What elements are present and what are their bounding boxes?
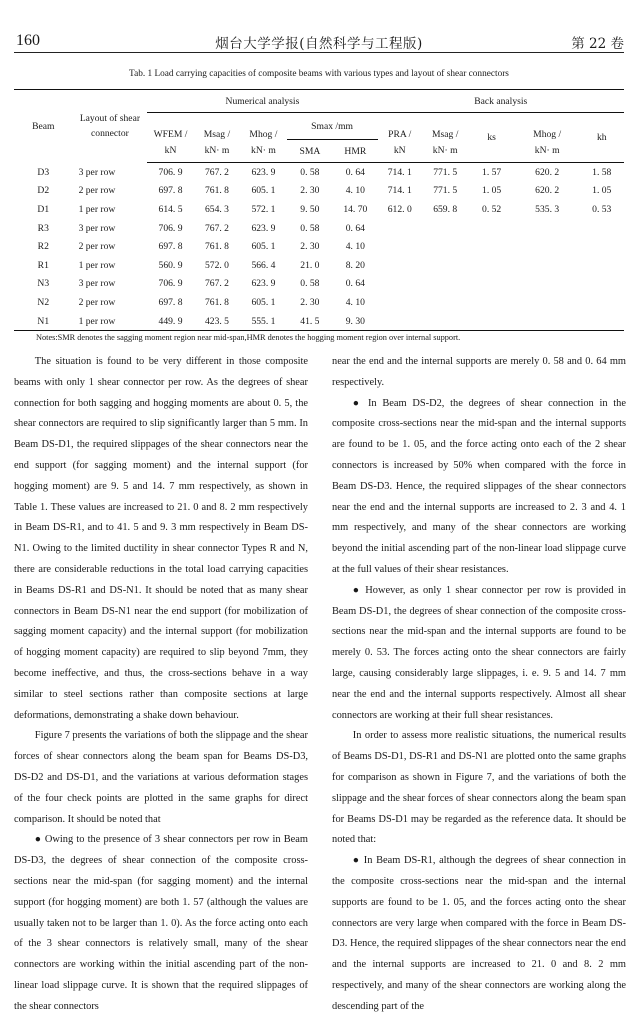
table-row: N2 2 per row 697. 8 761. 8 605. 1 2. 30 4. 10 bbox=[37, 296, 365, 308]
paragraph: In order to assess more realistic situations, the numerical results of Beams DS-D1, DS-R1 and DS-N1 are plotted onto the same graphs for comparison as shown in Figure 7, and the variations of both the slippage and the shear forces of shear connectors along the beam span for Beams DS-D1 may be regarded as the reference data. It should be noted that: bbox=[332, 730, 626, 846]
volume-label: 第 22 卷 bbox=[571, 36, 624, 52]
table-row: D2 2 per row 697. 8 761. 8 605. 1 2. 30 4. 10 714. 1 771. 5 1. 05 620. 2 1. 05 bbox=[37, 185, 612, 197]
table-row: R1 1 per row 560. 9 572. 0 566. 4 21. 0 8. 20 bbox=[37, 259, 365, 271]
table-row: N1 1 per row 449. 9 423. 5 555. 1 41. 5 9. 30 bbox=[14, 312, 624, 331]
table-row: D1 1 per row 614. 5 654. 3 572. 1 9. 50 14. 70 612. 0 659. 8 0. 52 535. 3 0. 53 bbox=[37, 203, 612, 215]
running-header bbox=[14, 28, 624, 53]
page-number: 160 bbox=[16, 32, 40, 49]
paragraph: Figure 7 presents the variations of both the slippage and the shear forces of shear connectors along the beam span for Beams DS-D3, DS-D2 and DS-D1, and the variations at various deformation stages of the four check points are plotted in the same graphs for direct comparison. It should be noted that bbox=[14, 730, 308, 825]
unit-knm: kN· m bbox=[240, 140, 286, 163]
header-sma: SMA bbox=[287, 140, 333, 163]
header-back-mhog: Mhog / bbox=[533, 128, 562, 140]
paragraph: The situation is found to be very different in those composite beams with only 1 shear connector per row. As the degrees of shear connection for both sagging and hogging moments are about 0. 5, the shear connectors are required to slip significantly larger than 5 mm. In Beam DS-D1, the required slippages of the shear connectors near the end support (for sagging moment) and the internal support (for hogging moment) are 9. 5 and 14. 7 mm respectively, as shown in Table 1. These values are increased to 21. 0 and 8. 2 mm respectively in Beam DS-R1, and to 41. 5 and 9. 3 mm respectively in Beam DS-N1. Owing to the limited ductility in shear connector Types R and N, there are considerable reductions in the total load carrying capacities in Beams DS-R1 and DS-N1. It should be noted that as many shear connectors in Beam DS-N1 near the end support (for mobilization of sagging moment capacity) and the internal support (for mobilization of hogging moment capacity) are required to slip beyond 7mm, they become ineffective, and thus, the cross-sections behave in a way similar to steel sections rather than composite sections at large deformations, demonstrating a shake down behaviour. bbox=[14, 356, 308, 721]
journal-title: 烟台大学学报(自然科学与工程版) bbox=[215, 36, 423, 52]
body-column-right bbox=[332, 352, 626, 1018]
unit-knm: kN· m bbox=[422, 140, 468, 163]
table-row: D3 3 per row 706. 9 767. 2 623. 9 0. 58 0. 64 714. 1 771. 5 1. 57 620. 2 1. 58 bbox=[37, 166, 612, 178]
paragraph: near the end and the internal supports are merely 0. 58 and 0. 64 mm respectively. bbox=[332, 356, 626, 388]
unit-kn: kN bbox=[378, 140, 422, 163]
header-ks: ks bbox=[468, 113, 514, 163]
results-table bbox=[14, 89, 624, 331]
table-caption: Tab. 1 Load carrying capacities of composite beams with various types and layout of shear connectors bbox=[129, 69, 509, 79]
header-smax: Smax /mm bbox=[287, 113, 378, 140]
header-back-analysis: Back analysis bbox=[378, 90, 624, 113]
header-kh: kh bbox=[579, 113, 624, 163]
header-hmr: HMR bbox=[333, 140, 377, 163]
paragraph: ● In Beam DS-D2, the degrees of shear connection in the composite cross-sections near the mid-span and the internal supports are found to be 1. 05, and the force acting onto each of the 2 shear connectors is increased by 50% when compared with the force in Beam DS-D3. Hence, the required slippages of the shear connectors near the end and the internal supports are increased to 2. 3 and 4. 1 mm respectively, and many of the shear connectors are working beyond the initial ascending part of the non-linear load slippage curve at the full values of their shear resistances. bbox=[332, 397, 626, 575]
paragraph: ● Owing to the presence of 3 shear connectors per row in Beam DS-D3, the degrees of shear connection of the composite cross-sections near the mid-span (for sagging moment) and the internal support (for hogging moment) are both 1. 57 (although the values are usually taken not to be larger than 1. 0). As the force acting onto each of the 3 shear connectors is relatively small, many of the shear connectors are working within the initial ascending part of the non-linear load slippage curve. It is shown that the required slippages of the shear connectors bbox=[14, 834, 308, 1012]
table-row: R2 2 per row 697. 8 761. 8 605. 1 2. 30 4. 10 bbox=[37, 241, 365, 253]
header-layout: Layout of shear connector bbox=[73, 90, 148, 163]
unit-kn: kN bbox=[147, 140, 193, 163]
table-notes: Notes:SMR denotes the sagging moment region near mid-span,HMR denotes the hogging moment region over internal support. bbox=[36, 333, 461, 342]
header-numerical-analysis: Numerical analysis bbox=[147, 90, 377, 113]
header-wfem: WFEM / bbox=[153, 128, 188, 140]
paragraph: ● However, as only 1 shear connector per row is provided in Beam DS-D1, the degrees of shear connection of the composite cross-sections near the mid-span and the internal supports are found to be merely 0. 53. The forces acting onto the shear connectors are fairly large, causing considerably large slippages, i. e. 9. 5 and 14. 7 mm near the end and the internal supports respectively. Almost all shear connectors are working at their full shear resistances. bbox=[332, 584, 626, 721]
paragraph: ● In Beam DS-R1, although the degrees of shear connection in the composite cross-sections near the mid-span and the internal supports are found to be 1. 05, and the forces acting onto the shear connectors are very large when compared with the force in Beam DS-D3. Hence, the required slippages of the shear connectors near the end and the internal supports are increased to 21. 0 and 8. 2 mm respectively, and many of the shear connectors are working along the descending part of the bbox=[332, 855, 626, 1012]
unit-knm: kN· m bbox=[515, 140, 580, 163]
body-column-left bbox=[14, 352, 308, 1018]
header-pra: PRA / bbox=[388, 128, 412, 140]
header-msag: Msag / bbox=[203, 128, 231, 140]
header-back-msag: Msag / bbox=[431, 128, 459, 140]
header-mhog: Mhog / bbox=[249, 128, 278, 140]
table-row: N3 3 per row 706. 9 767. 2 623. 9 0. 58 0. 64 bbox=[37, 278, 365, 290]
table-row: R3 3 per row 706. 9 767. 2 623. 9 0. 58 0. 64 bbox=[37, 222, 365, 234]
header-beam: Beam bbox=[14, 90, 73, 163]
unit-knm: kN· m bbox=[194, 140, 240, 163]
